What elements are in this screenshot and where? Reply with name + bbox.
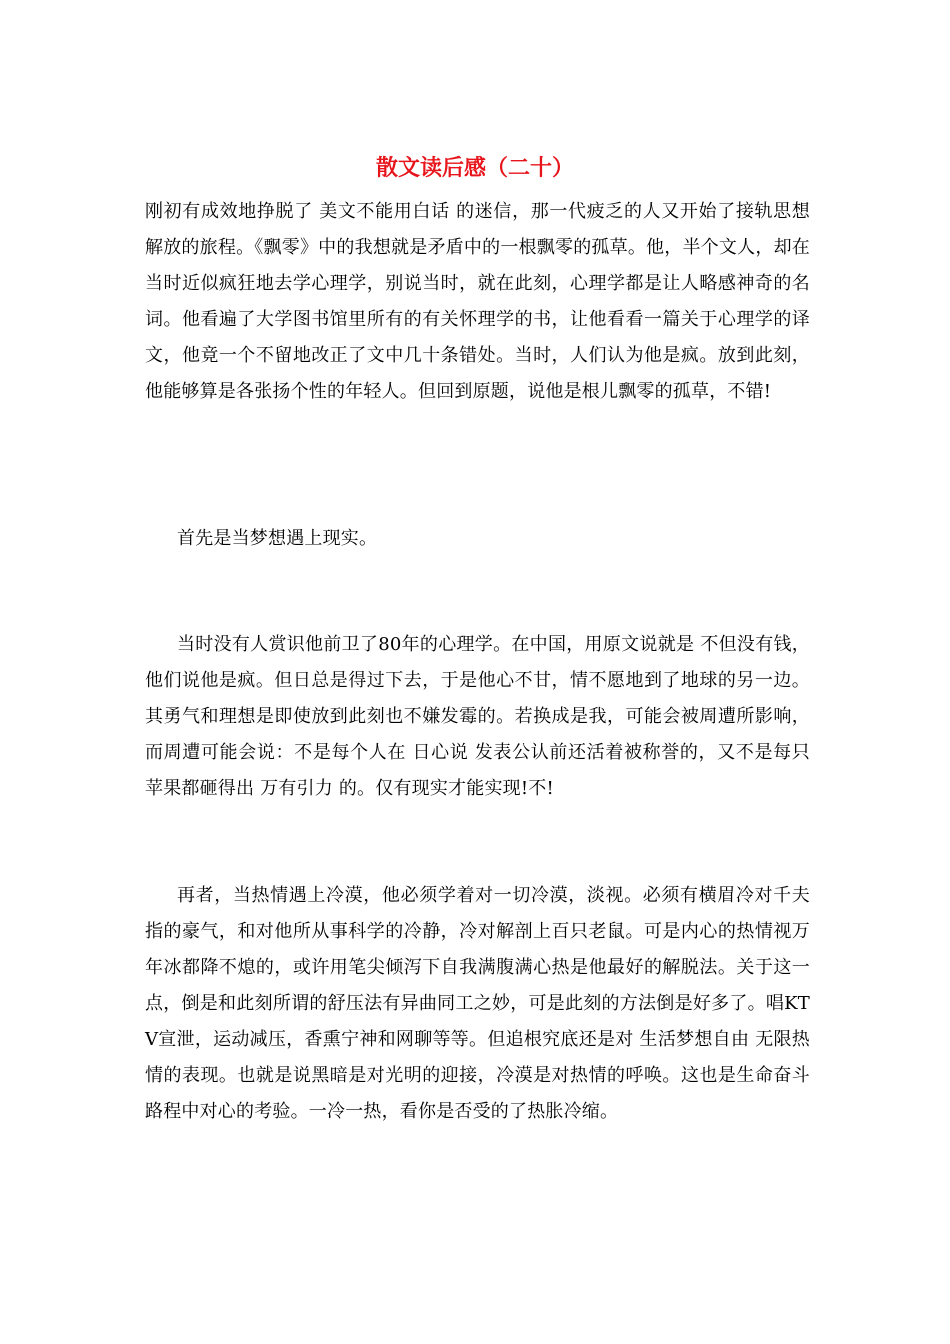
paragraph-first-point: 首先是当梦想遇上现实。 — [177, 528, 378, 549]
document-title: 散文读后感（二十） — [375, 155, 574, 181]
paragraph-intro: 刚初有成效地挣脱了 美文不能用白话 的迷信，那一代疲乏的人又开始了接轨思想解放的旅程。《飘零》中的我想就是矛盾中的一根飘零的孤草。他，半个文人，却在当时近似疯狂地去学心理学，别说当时，就在此刻，心理学都是让人略感神奇的名词。他看遍了大学图书馆里所有的有关怀理学的书，让他看看一篇关于心理学的译文，他竟一个不留地改正了文中几十条错处。当时，人们认为他是疯。放到此刻，他能够算是各张扬个性的年轻人。但回到原题，说他是根儿飘零的孤草，不错! — [145, 201, 810, 402]
paragraph-reality: 当时没有人赏识他前卫了80年的心理学。在中国，用原文说就是 不但没有钱，他们说他是疯。但日总是得过下去，于是他心不甘，情不愿地到了地球的另一边。其勇气和理想是即使放到此刻也不嫌发霉的。若换成是我，可能会被周遭所影响，而周遭可能会说：不是每个人在 日心说 发表公认前还活着被称誉的，又不是每只苹果都砸得出 万有引力 的。仅有现实才能实现!不! — [145, 634, 810, 799]
paragraph-passion: 再者，当热情遇上冷漠，他必须学着对一切冷漠，淡视。必须有横眉冷对千夫指的豪气，和对他所从事科学的冷静，冷对解剖上百只老鼠。可是内心的热情视万年冰都降不熄的，或许用笔尖倾泻下自我满腹满心热是他最好的解脱法。关于这一点，倒是和此刻所谓的舒压法有异曲同工之妙，可是此刻的方法倒是好多了。唱KTV宣泄，运动减压，香熏宁神和网聊等等。但追根究底还是对 生活梦想自由 无限热情的表现。也就是说黑暗是对光明的迎接，冷漠是对热情的呼唤。这也是生命奋斗路程中对心的考验。一冷一热，看你是否受的了热胀冷缩。 — [145, 885, 810, 1122]
